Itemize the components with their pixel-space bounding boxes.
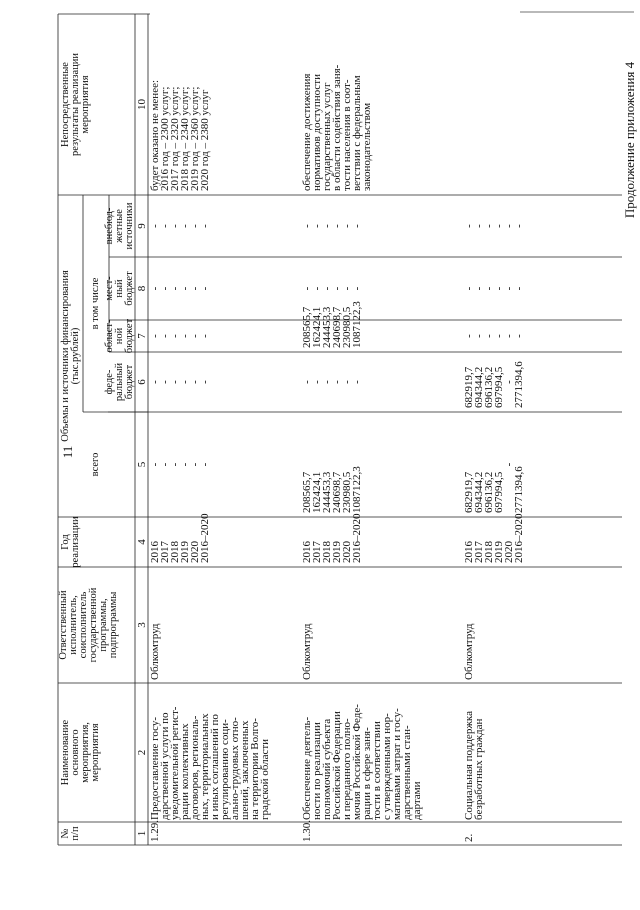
header-col-number: 10 xyxy=(136,99,148,110)
row-name-line: Обеспечение деятель- xyxy=(301,716,313,820)
row-reg: - xyxy=(179,334,191,338)
row-year: 2016 xyxy=(463,541,475,563)
row-name-line: шений, заключенных xyxy=(239,720,251,820)
row-name-line: дарственной услуги по xyxy=(159,712,171,820)
row-year: 2016 xyxy=(149,541,161,563)
row-name-line: ально-трудовых отно- xyxy=(229,717,241,820)
header-col-number: 4 xyxy=(136,539,148,545)
row-name-line: и иных соглашений по xyxy=(209,714,221,820)
row-name-line: рации в сфере заня- xyxy=(361,727,373,820)
header-executor: Ответственный xyxy=(58,590,69,660)
row-year: 2020 xyxy=(189,541,201,563)
row-loc: - xyxy=(493,286,505,291)
row-total: 696136,2 xyxy=(483,471,495,513)
row-fed: - xyxy=(503,380,515,384)
row-result-line: государственных услуг xyxy=(321,82,333,191)
row-fed: 696136,2 xyxy=(483,366,495,408)
row-fed: - xyxy=(351,380,363,384)
header-fed: феде- xyxy=(104,369,115,395)
row-name-line: полномочий субъекта xyxy=(321,718,333,820)
row-reg: - xyxy=(513,334,525,338)
row-ext: - xyxy=(483,224,495,228)
header-incl: в том числе xyxy=(90,277,101,330)
row-result-line: обеспечение достижения xyxy=(301,73,313,191)
row-year: 2020 xyxy=(341,541,353,563)
row-ext: - xyxy=(149,224,161,228)
row-name-line: Российской Федерации xyxy=(331,711,343,820)
row-fed: - xyxy=(149,380,161,384)
row-year: 2019 xyxy=(331,541,343,563)
table-body xyxy=(149,64,525,842)
row-name-line: тости в соответствии xyxy=(371,721,383,820)
header-year: Год xyxy=(60,534,71,550)
header-col-number: 6 xyxy=(136,379,148,385)
row-loc: - xyxy=(149,286,161,291)
row-reg: - xyxy=(199,334,211,338)
row-reg: - xyxy=(149,334,161,338)
row-fed: - xyxy=(169,380,181,384)
header-name: мероприятия xyxy=(90,723,101,782)
row-reg: - xyxy=(493,334,505,338)
row-fed: - xyxy=(341,380,353,384)
row-loc: - xyxy=(159,286,171,291)
header-reg: бюджет xyxy=(124,318,135,354)
header-loc: бюджет xyxy=(124,271,135,306)
row-name-line: ных, территориальных xyxy=(199,713,211,820)
row-year: 2016–2020 xyxy=(351,513,363,563)
row-loc: - xyxy=(351,286,363,291)
row-executor: Облкомтруд xyxy=(149,623,161,680)
row-total: - xyxy=(169,462,181,467)
row-loc: - xyxy=(503,286,515,291)
row-ext: - xyxy=(159,224,171,228)
header-result: Непосредственные xyxy=(60,62,71,147)
row-name-line: регулированию соци- xyxy=(219,719,231,820)
row-year: 2017 xyxy=(159,541,171,563)
row-name-line: договоров, региональ- xyxy=(189,715,201,820)
row-total: 697994,5 xyxy=(493,471,505,513)
row-fed: 682919,7 xyxy=(463,366,475,408)
header-reg: област- xyxy=(104,319,115,353)
row-number: 2. xyxy=(463,833,475,842)
row-loc: - xyxy=(311,286,323,291)
header-ext: жетные xyxy=(114,209,125,243)
row-total: - xyxy=(179,462,191,467)
row-name-line: дарственными стан- xyxy=(401,725,413,820)
header-col-number: 8 xyxy=(136,285,148,292)
row-result-line: тости населения в соот- xyxy=(341,79,353,191)
row-fed: - xyxy=(179,380,191,384)
header-reg: ной xyxy=(114,327,125,345)
header-money-group: Объемы и источники финансирования xyxy=(60,270,71,442)
header-executor: программы, xyxy=(98,598,109,652)
row-fed: - xyxy=(331,380,343,384)
row-total: 208565,7 xyxy=(301,471,313,513)
header-executor: соисполнитель xyxy=(78,591,89,659)
row-fed: 2771394,6 xyxy=(513,361,525,408)
row-ext: - xyxy=(351,224,363,228)
row-name-line: градской области xyxy=(259,738,271,820)
header-executor: подпрограммы xyxy=(108,591,119,659)
row-year: 2018 xyxy=(483,541,495,563)
row-total: 1087122,3 xyxy=(351,466,363,513)
row-loc: - xyxy=(189,286,201,291)
row-reg: - xyxy=(473,334,485,338)
row-reg: - xyxy=(483,334,495,338)
row-name-line: на территории Волго- xyxy=(249,718,261,820)
row-ext: - xyxy=(331,224,343,228)
row-fed: - xyxy=(311,380,323,384)
row-reg: - xyxy=(463,334,475,338)
row-year: 2016 xyxy=(301,541,313,563)
row-loc: - xyxy=(341,286,353,291)
row-ext: - xyxy=(169,224,181,228)
row-name-line: с утвержденными нор- xyxy=(381,713,393,820)
row-total: - xyxy=(199,462,211,467)
header-fed: бюджет xyxy=(124,364,135,400)
row-loc: - xyxy=(301,286,313,291)
header-name: Наименование xyxy=(60,719,71,786)
row-loc: - xyxy=(463,286,475,291)
header-col-number: 5 xyxy=(136,461,148,468)
header-col-number: 9 xyxy=(136,223,148,229)
row-number: 1.29. xyxy=(149,820,161,842)
header-name: мероприятия, xyxy=(80,722,91,783)
row-result-line: 2018 год – 2340 услуг; xyxy=(179,86,191,191)
row-loc: - xyxy=(321,286,333,291)
page-number: 11 xyxy=(60,445,75,459)
row-total: 694344,2 xyxy=(473,471,485,513)
row-executor: Облкомтруд xyxy=(301,623,313,680)
row-loc: - xyxy=(483,286,495,291)
row-name-line: безработных граждан xyxy=(473,718,485,820)
row-total: 682919,7 xyxy=(463,471,475,513)
header-loc: мест- xyxy=(104,276,115,301)
row-total: 2771394,6 xyxy=(513,466,525,513)
row-ext: - xyxy=(473,224,485,228)
row-ext: - xyxy=(463,224,475,228)
row-loc: - xyxy=(179,286,191,291)
row-ext: - xyxy=(179,224,191,228)
row-reg: 244453,3 xyxy=(321,306,333,348)
row-ext: - xyxy=(321,224,333,228)
row-loc: - xyxy=(473,286,485,291)
header-col-number: 2 xyxy=(136,749,148,756)
row-loc: - xyxy=(169,286,181,291)
row-year: 2020 xyxy=(503,541,515,563)
row-total: 244453,3 xyxy=(321,471,333,513)
row-ext: - xyxy=(199,224,211,228)
row-fed: - xyxy=(189,380,201,384)
header-num: № xyxy=(60,828,71,839)
header-result: мероприятия xyxy=(80,75,91,134)
row-year: 2018 xyxy=(169,541,181,563)
table-row xyxy=(463,224,525,842)
row-result-line: ветствии с федеральным xyxy=(351,75,363,191)
row-ext: - xyxy=(311,224,323,228)
header-col-number: 1 xyxy=(136,830,148,837)
row-ext: - xyxy=(493,224,505,228)
header-fed: ральный xyxy=(114,362,125,402)
row-name-line: Предоставление госу- xyxy=(149,717,161,820)
row-reg: 240698,7 xyxy=(331,306,343,348)
row-reg: 162424,1 xyxy=(311,306,323,348)
row-reg: - xyxy=(503,334,515,338)
row-fed: - xyxy=(159,380,171,384)
row-ext: - xyxy=(341,224,353,228)
appendix-note: Продолжение приложения 4 xyxy=(622,61,637,219)
row-ext: - xyxy=(189,224,201,228)
row-total: 162424,1 xyxy=(311,471,323,513)
row-total: - xyxy=(159,462,171,467)
row-fed: - xyxy=(199,380,211,384)
row-name-line: и переданного полно- xyxy=(341,718,353,820)
row-loc: - xyxy=(199,286,211,291)
row-reg: 230980,5 xyxy=(341,306,353,348)
header-executor: исполнитель, xyxy=(68,595,79,655)
header-executor: государственной xyxy=(88,587,99,663)
row-result-line: законодательством xyxy=(361,102,373,191)
row-loc: - xyxy=(331,286,343,291)
table-row xyxy=(149,80,271,842)
table-row xyxy=(301,64,423,842)
row-result-line: 2020 год – 2380 услуг xyxy=(199,89,211,191)
header-num: п/п xyxy=(70,826,81,841)
row-fed: 694344,2 xyxy=(473,366,485,408)
header-col-number: 3 xyxy=(136,622,148,628)
row-fed: - xyxy=(301,380,313,384)
row-result-line: в области содействия заня- xyxy=(331,64,343,191)
header-result: результаты реализации xyxy=(70,52,81,157)
row-total: 230980,5 xyxy=(341,471,353,513)
row-result-line: 2016 год – 2300 услуг; xyxy=(159,86,171,191)
row-reg: - xyxy=(159,334,171,338)
row-name-line: рации коллективных xyxy=(179,723,191,820)
row-result-line: нормативов доступности xyxy=(311,74,323,191)
header-year: реализации xyxy=(70,516,81,568)
header-ext: источники xyxy=(124,202,135,250)
row-fed: 697994,5 xyxy=(493,366,505,408)
row-total: - xyxy=(189,462,201,467)
row-name-line: мативами затрат и госу- xyxy=(391,708,403,820)
row-name-line: мочия Российской Феде- xyxy=(351,704,363,820)
row-reg: - xyxy=(189,334,201,338)
row-ext: - xyxy=(301,224,313,228)
header-total: всего xyxy=(90,452,101,477)
row-number: 1.30. xyxy=(301,820,313,842)
row-year: 2019 xyxy=(493,541,505,563)
row-fed: - xyxy=(321,380,333,384)
row-name-line: уведомительной регист- xyxy=(169,706,181,820)
row-year: 2016–2020 xyxy=(199,513,211,563)
row-result-line: 2019 год – 2360 услуг; xyxy=(189,86,201,191)
row-result-line: будет оказано не менее: xyxy=(149,79,161,191)
row-year: 2017 xyxy=(473,541,485,563)
row-name-line: ности по реализации xyxy=(311,722,323,820)
header-loc: ный xyxy=(114,279,125,298)
row-name-line: Социальная поддержка xyxy=(463,711,475,820)
row-total: 240698,7 xyxy=(331,471,343,513)
row-total: - xyxy=(503,462,515,467)
header-ext: внебюд- xyxy=(104,207,115,245)
row-reg: 208565,7 xyxy=(301,306,313,348)
row-result-line: 2017 год – 2320 услуг; xyxy=(169,86,181,191)
header-money-group: (тыс.рублей) xyxy=(70,327,81,385)
row-year: 2019 xyxy=(179,541,191,563)
row-executor: Облкомтруд xyxy=(463,623,475,680)
row-year: 2016–2020 xyxy=(513,513,525,563)
row-total: - xyxy=(149,462,161,467)
row-ext: - xyxy=(503,224,515,228)
header-name: основного xyxy=(70,729,81,776)
row-year: 2018 xyxy=(321,541,333,563)
header-col-number: 7 xyxy=(136,333,148,339)
row-ext: - xyxy=(513,224,525,228)
row-reg: - xyxy=(169,334,181,338)
row-reg: 1087122,3 xyxy=(351,301,363,348)
row-loc: - xyxy=(513,286,525,291)
row-name-line: дартами xyxy=(411,781,423,820)
row-year: 2017 xyxy=(311,541,323,563)
